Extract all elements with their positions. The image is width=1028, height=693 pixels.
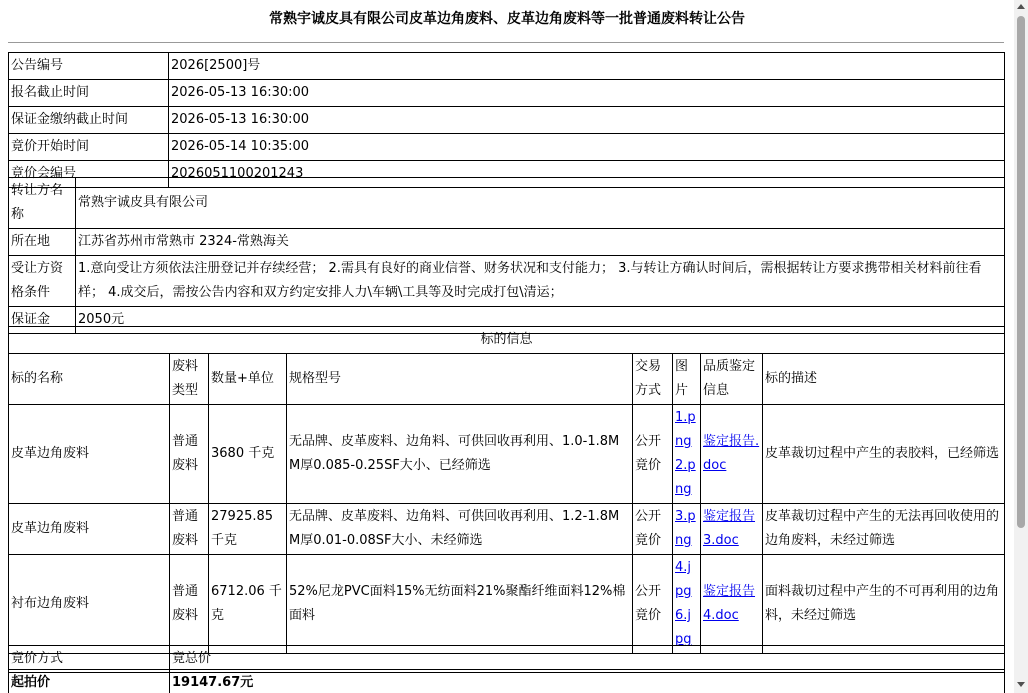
deposit-deadline-value: 2026-05-13 16:30:00 — [169, 107, 1005, 134]
lot-spec: 无品牌、皮革废料、边角料、可供回收再利用、1.0-1.8MM厚0.085-0.25SF大小、已经筛选 — [287, 405, 633, 504]
lot-name: 皮革边角废料 — [9, 405, 170, 504]
notice-number-value: 2026[2500]号 — [169, 53, 1005, 80]
quality-report-link[interactable]: 鉴定报告.doc — [703, 434, 760, 473]
lot-name: 皮革边角废料 — [9, 504, 170, 555]
image-link[interactable]: 1.png — [675, 410, 696, 449]
location-label: 所在地 — [9, 229, 76, 256]
table-row — [9, 555, 1005, 654]
col-header-quantity: 数量+单位 — [209, 354, 287, 405]
col-header-name: 标的名称 — [9, 354, 170, 405]
table-row — [9, 53, 1005, 80]
table-row — [9, 670, 1005, 693]
lot-type: 普通废料 — [170, 555, 209, 654]
deposit-deadline-label: 保证金缴纳截止时间 — [9, 107, 169, 134]
transferor-name-label: 转让方名称 — [9, 178, 76, 229]
lot-trade: 公开竟价 — [633, 555, 673, 654]
image-link[interactable]: 4.jpg — [675, 560, 692, 599]
lot-desc: 面料裁切过程中产生的不可再利用的边角料，未经过筛选 — [763, 555, 1005, 654]
table-row — [9, 134, 1005, 161]
bid-session-label: 竟价会编号 — [9, 161, 169, 188]
qualification-label: 受让方资格条件 — [9, 256, 76, 307]
lot-type: 普通废料 — [170, 405, 209, 504]
lot-quantity: 3680 千克 — [209, 405, 287, 504]
image-link[interactable]: 3.png — [675, 509, 696, 548]
lot-type: 普通废料 — [170, 504, 209, 555]
start-price-table — [8, 669, 1005, 693]
col-header-quality: 品质鉴定信息 — [701, 354, 763, 405]
quality-report-link[interactable]: 鉴定报告4.doc — [703, 584, 756, 623]
lot-spec: 52%尼龙PVC面料15%无纺面料21%聚酯纤维面料12%棉面料 — [287, 555, 633, 654]
bid-method-value: 竟总价 — [170, 646, 1005, 673]
signup-deadline-value: 2026-05-13 16:30:00 — [169, 80, 1005, 107]
notice-number-label: 公告编号 — [9, 53, 169, 80]
transferor-table — [8, 177, 1005, 334]
table-row — [9, 405, 1005, 504]
qualification-value: 1.意向受让方须依法注册登记并存续经营； 2.需具有良好的商业信誉、财务状况和支付能力； 3.与转让方确认时间后，需根据转让方要求携带相关材料前往看样； 4.成交后，需按公告内容和双方约定安排人力\车辆\工具等及时完成打包\清运； — [76, 256, 1005, 307]
quality-report-link[interactable]: 鉴定报告3.doc — [703, 509, 756, 548]
table-header-row — [9, 354, 1005, 405]
lot-spec: 无品牌、皮革废料、边角料、可供回收再利用、1.2-1.8MM厚0.01-0.08SF大小、未经筛选 — [287, 504, 633, 555]
col-header-trade: 交易方式 — [633, 354, 673, 405]
transferor-name-value: 常熟宇诚皮具有限公司 — [76, 178, 1005, 229]
lot-quantity: 6712.06 千克 — [209, 555, 287, 654]
lot-quality — [701, 405, 763, 504]
notice-info-table — [8, 52, 1005, 188]
scrollbar-thumb[interactable] — [1017, 16, 1025, 528]
lots-table — [8, 326, 1005, 654]
table-row — [9, 178, 1005, 229]
location-value: 江苏省苏州市常熟市 2324-常熟海关 — [76, 229, 1005, 256]
bid-session-value: 2026051100201243 — [169, 161, 1005, 188]
lot-images — [673, 405, 701, 504]
lot-quality — [701, 504, 763, 555]
title-divider — [8, 42, 1004, 43]
bid-method-label: 竟价方式 — [9, 646, 170, 673]
col-header-images: 图片 — [673, 354, 701, 405]
lot-trade: 公开竟价 — [633, 405, 673, 504]
start-price-label: 起拍价 — [9, 670, 170, 693]
image-link[interactable]: 6.jpg — [675, 608, 692, 647]
table-row — [9, 327, 1005, 354]
bid-start-label: 竟价开始时间 — [9, 134, 169, 161]
lots-section-title: 标的信息 — [9, 327, 1005, 354]
table-row — [9, 256, 1005, 307]
scroll-up-arrow-icon[interactable] — [1017, 4, 1025, 9]
lot-images — [673, 555, 701, 654]
col-header-type: 废料类型 — [170, 354, 209, 405]
lot-quantity: 27925.85 千克 — [209, 504, 287, 555]
lot-quality — [701, 555, 763, 654]
bid-start-value: 2026-05-14 10:35:00 — [169, 134, 1005, 161]
table-row — [9, 107, 1005, 134]
lot-name: 衬布边角废料 — [9, 555, 170, 654]
deposit-value: 2050元 — [76, 307, 1005, 334]
start-price-value: 19147.67元 — [170, 670, 1005, 693]
lot-desc: 皮革裁切过程中产生的表胶料，已经筛选 — [763, 405, 1005, 504]
vertical-scrollbar[interactable] — [1014, 0, 1028, 693]
deposit-label: 保证金 — [9, 307, 76, 334]
page-title: 常熟宇诚皮具有限公司皮革边角废料、皮革边角废料等一批普通废料转让公告 — [269, 11, 745, 27]
table-row — [9, 229, 1005, 256]
image-link[interactable]: 2.png — [675, 458, 696, 497]
table-row — [9, 80, 1005, 107]
col-header-spec: 规格型号 — [287, 354, 633, 405]
lot-images — [673, 504, 701, 555]
scroll-down-arrow-icon[interactable] — [1017, 682, 1025, 687]
lot-desc: 皮革裁切过程中产生的无法再回收使用的边角废料，未经过筛选 — [763, 504, 1005, 555]
lot-trade: 公开竟价 — [633, 504, 673, 555]
signup-deadline-label: 报名截止时间 — [9, 80, 169, 107]
col-header-desc: 标的描述 — [763, 354, 1005, 405]
table-row — [9, 504, 1005, 555]
